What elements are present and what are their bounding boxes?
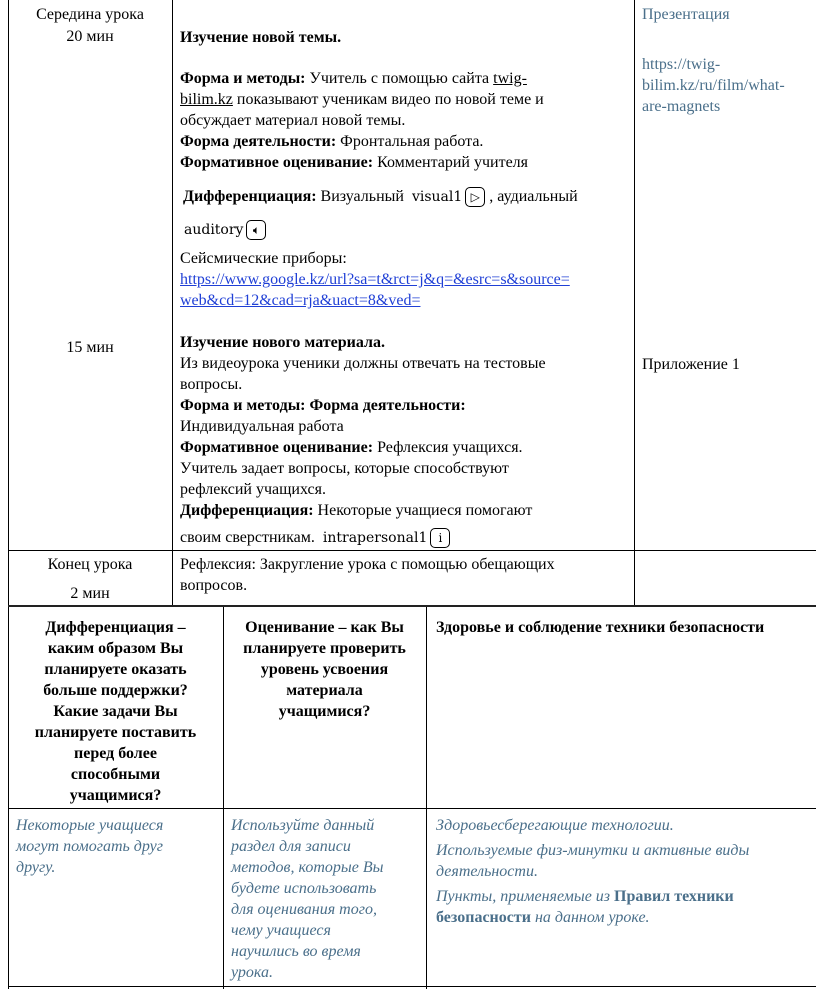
table-border-left <box>8 0 9 989</box>
reflection-text-1: Рефлексия: Закругление урока с помощью обещающих <box>180 556 555 573</box>
diff2-label: Дифференциация: <box>180 502 314 519</box>
diff-label: Дифференциация: <box>183 188 317 205</box>
forms-line-2 <box>180 89 544 110</box>
activity-text: Фронтальная работа. <box>340 133 484 150</box>
forms-text-1: Учитель с помощью сайта <box>309 70 490 87</box>
health-line-1: Здоровьесберегающие технологии. <box>436 817 674 834</box>
differentiation-line <box>183 186 578 207</box>
intrapersonal-badge <box>323 528 450 548</box>
resource-link-line-1[interactable]: https://twig- <box>642 56 721 73</box>
assessment2-line <box>180 437 523 458</box>
time-2-min: 2 мин <box>70 585 110 602</box>
row-divider-bottom-header <box>8 605 816 607</box>
assessment2-text-2: Учитель задает вопросы, которые способствуют <box>180 460 509 477</box>
diff2-text-1: Некоторые учащиеся помогают <box>317 502 533 519</box>
diff2-text-2: своим сверстникам. <box>180 529 315 546</box>
col-divider-2 <box>634 0 635 606</box>
forms-link-part-b[interactable]: bilim.kz <box>180 91 233 108</box>
header-assessment: Оценивание – как Вы планируете проверить уровень усвоения материала учащимися? <box>243 619 406 720</box>
content-assessment: Используйте данный раздел для записи методов, которые Вы будете использовать для оценивания того, чему учащиеся научились во время урока. <box>231 817 384 981</box>
assessment2-text-3: рефлексий учащихся. <box>180 481 326 498</box>
assessment-line <box>180 152 528 173</box>
health-line-2b: деятельности. <box>436 863 538 880</box>
resource-link-line-2[interactable]: bilim.kz/ru/film/what- <box>642 77 785 94</box>
col-divider-1 <box>172 0 173 606</box>
activity-line <box>180 131 483 152</box>
new-material-text-2: вопросы. <box>180 376 243 393</box>
time-20-min: 20 мин <box>66 28 114 45</box>
bottom-col-divider-2 <box>426 606 427 989</box>
auditory-badge <box>184 220 266 240</box>
assessment2-text-1: Рефлексия учащихся. <box>377 439 523 456</box>
auditory-badge-label: auditory <box>184 222 244 239</box>
seismic-label: Сейсмические приборы: <box>180 250 347 267</box>
row-divider-end <box>8 550 816 551</box>
person-icon: i <box>430 528 450 548</box>
content-differentiation: Некоторые учащиеся могут помогать друг другу. <box>16 817 164 876</box>
diff-text-visual: Визуальный <box>320 188 404 205</box>
diff-text-audio: , аудиальный <box>489 188 578 205</box>
time-label-middle: Середина урока <box>36 6 144 23</box>
assessment-text: Комментарий учителя <box>377 154 529 171</box>
header-health-safety: Здоровье и соблюдение техники безопасности <box>436 619 765 636</box>
forms-line-1 <box>180 68 527 89</box>
auditory-line <box>180 219 270 240</box>
speaker-icon: 🔈︎ <box>246 220 266 240</box>
health-line-3b-text: на данном уроке. <box>530 909 650 926</box>
assessment2-label: Формативное оценивание: <box>180 439 374 456</box>
visual-badge-label: visual1 <box>411 189 463 206</box>
forms-text-2: показывают ученикам видео по новой теме и <box>236 91 544 108</box>
health-line-3a-text: Пункты, применяемые из <box>436 888 615 905</box>
time-15-min: 15 мин <box>66 339 114 356</box>
forms-label: Форма и методы: <box>180 70 306 87</box>
play-icon: ▷ <box>465 187 485 207</box>
health-rules-bold-1: Правил техники <box>614 888 734 905</box>
forms-line-3: обсуждает материал новой темы. <box>180 112 406 129</box>
visual-badge <box>412 187 485 207</box>
forms2-label: Форма и методы: Форма деятельности: <box>180 397 466 414</box>
resource-appendix: Приложение 1 <box>642 356 740 373</box>
activity-label: Форма деятельности: <box>180 133 337 150</box>
health-line-3b <box>436 907 650 928</box>
reflection-text-2: вопросов. <box>180 577 248 594</box>
new-topic-title: Изучение новой темы. <box>180 29 342 46</box>
intrapersonal-badge-label: intrapersonal1 <box>322 530 428 547</box>
time-label-end: Конец урока <box>47 556 133 573</box>
health-rules-bold-2: безопасности <box>436 909 531 926</box>
new-material-title: Изучение нового материала. <box>180 334 385 351</box>
new-material-text-1: Из видеоурока ученики должны отвечать на тестовые <box>180 355 546 372</box>
diff2-line <box>180 500 532 521</box>
row-divider-bottom-content <box>8 808 816 809</box>
seismic-link-line-2[interactable]: web&cd=12&cad=rja&uact=8&ved= <box>180 292 421 309</box>
forms2-text: Индивидуальная работа <box>180 418 344 435</box>
resource-link-line-3[interactable]: are-magnets <box>642 98 721 115</box>
health-line-2a: Используемые физ-минутки и активные виды <box>436 842 750 859</box>
assessment-label: Формативное оценивание: <box>180 154 374 171</box>
header-differentiation: Дифференциация – каким образом Вы планируете оказать больше поддержки? Какие задачи Вы планируете поставить перед более способными учащимися? <box>34 619 197 804</box>
table-border-bottom <box>8 986 816 987</box>
seismic-link-line-1[interactable]: https://www.google.kz/url?sa=t&rct=j&q=&esrc=s&source= <box>180 271 570 288</box>
diff2-line-2 <box>180 527 454 548</box>
resource-presentation: Презентация <box>642 6 730 23</box>
health-line-3a <box>436 886 734 907</box>
forms-link-part-a[interactable]: twig- <box>493 70 527 87</box>
